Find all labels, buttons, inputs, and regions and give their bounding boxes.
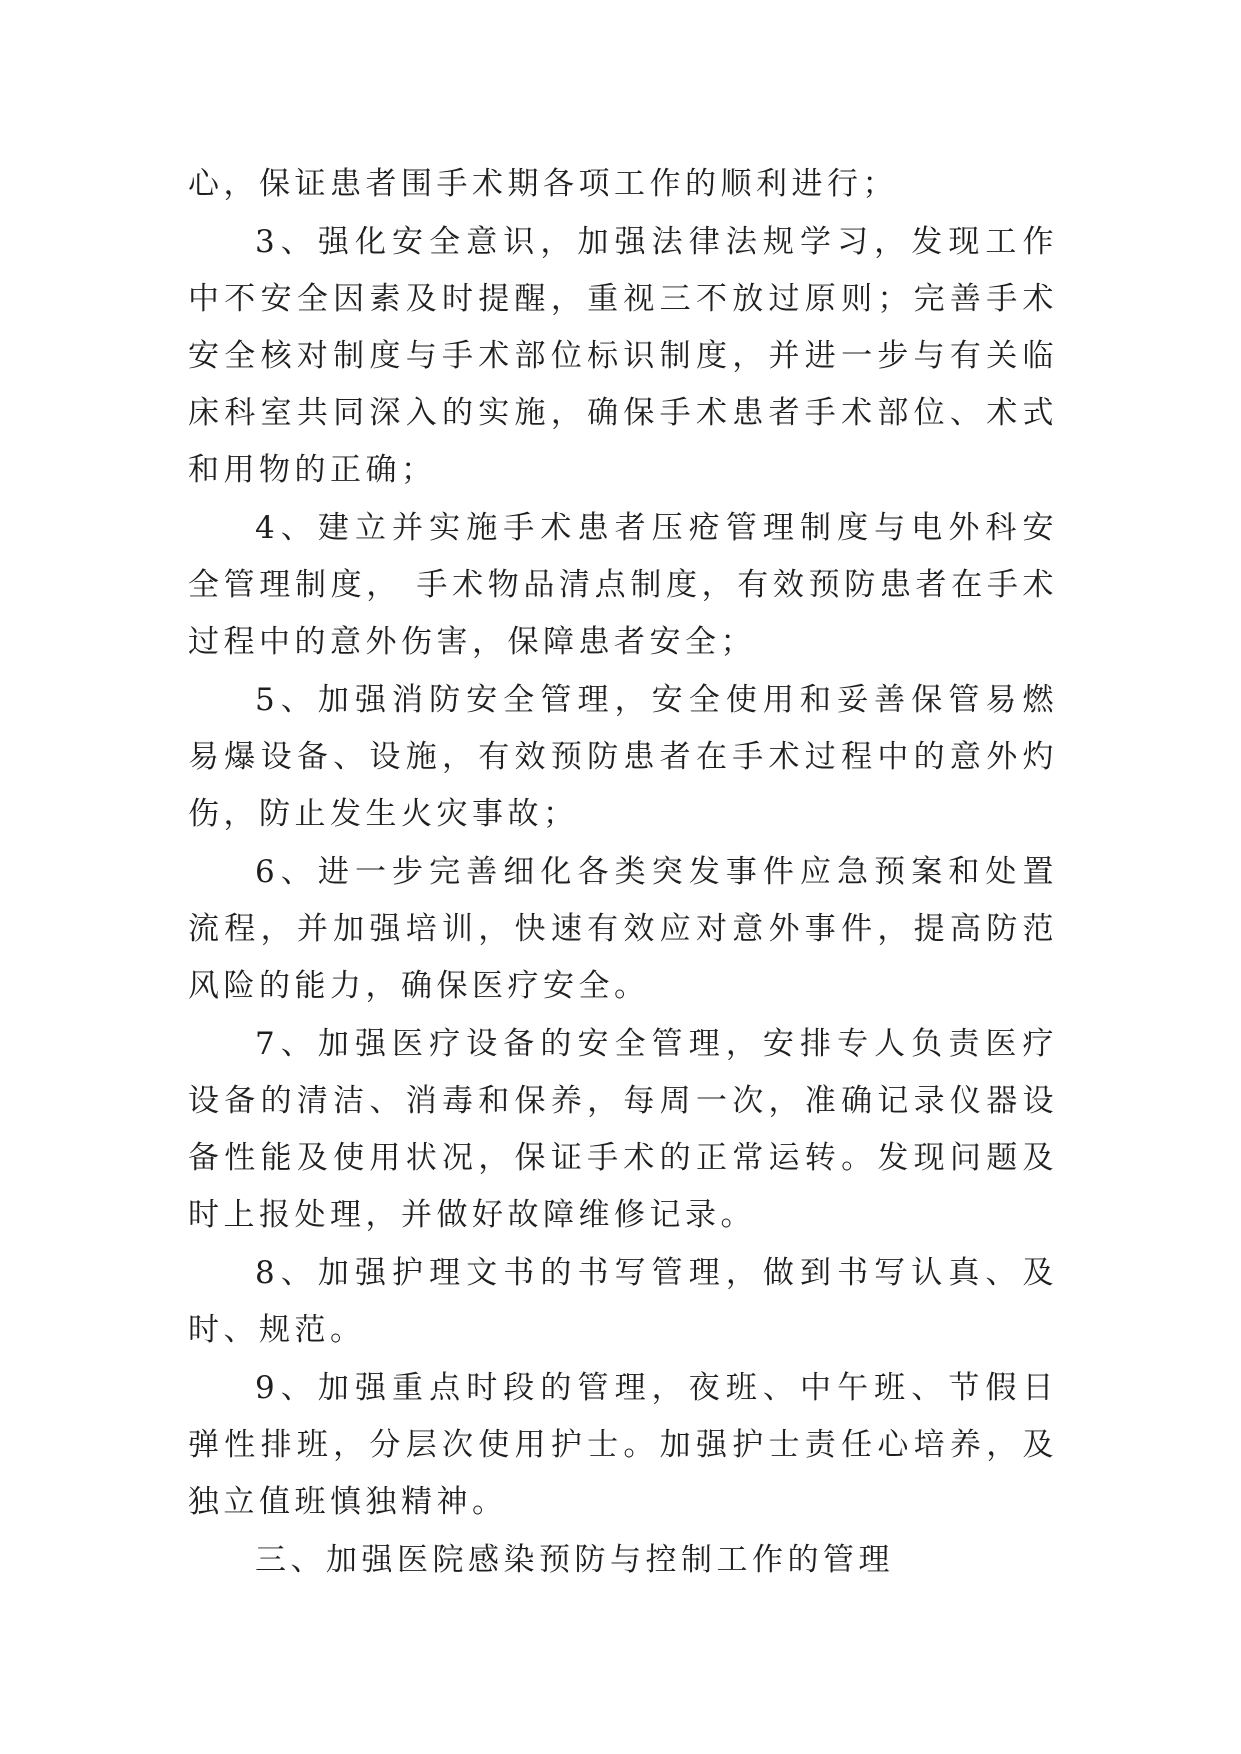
paragraph-item-3: 3、强化安全意识，加强法律法规学习，发现工作中不安全因素及时提醒，重视三不放过原则；完善手术安全核对制度与手术部位标识制度，并进一步与有关临床科室共同深入的实施，确保手术患者手术部位、术式和用物的正确； (188, 224, 1058, 488)
paragraph-item-6: 6、进一步完善细化各类突发事件应急预案和处置流程，并加强培训，快速有效应对意外事件，提高防范风险的能力，确保医疗安全。 (188, 854, 1058, 1004)
paragraph-continuation: 心，保证患者围手术期各项工作的顺利进行； (188, 166, 898, 202)
paragraph-item-9: 9、加强重点时段的管理，夜班、中午班、节假日弹性排班，分层次使用护士。加强护士责任心培养，及独立值班慎独精神。 (188, 1370, 1058, 1520)
document-body (188, 156, 1058, 1590)
section-heading: 三、加强医院感染预防与控制工作的管理 (255, 1542, 894, 1578)
paragraph-item-8: 8、加强护理文书的书写管理，做到书写认真、及时、规范。 (188, 1255, 1058, 1348)
paragraph-item-4: 4、建立并实施手术患者压疮管理制度与电外科安全管理制度， 手术物品清点制度，有效预防患者在手术过程中的意外伤害，保障患者安全； (188, 510, 1058, 660)
paragraph-item-7: 7、加强医疗设备的安全管理，安排专人负责医疗设备的清洁、消毒和保养，每周一次，准确记录仪器设备性能及使用状况，保证手术的正常运转。发现问题及时上报处理，并做好故障维修记录。 (188, 1026, 1058, 1233)
paragraph-item-5: 5、加强消防安全管理，安全使用和妥善保管易燃易爆设备、设施，有效预防患者在手术过程中的意外灼伤，防止发生火灾事故； (188, 682, 1058, 832)
